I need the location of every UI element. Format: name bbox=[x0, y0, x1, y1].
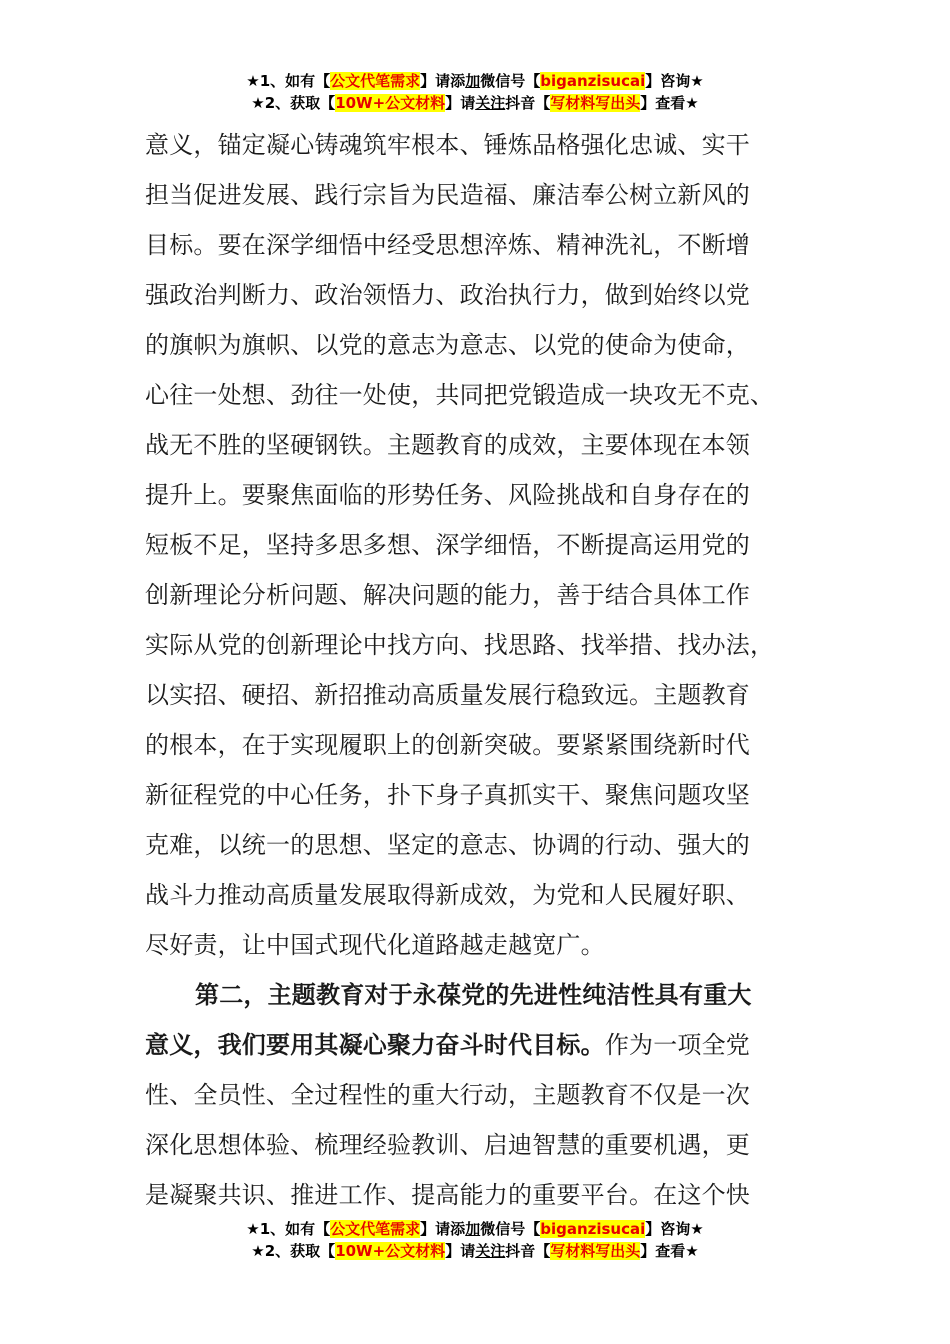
body-line: 提升上。要聚焦面临的形势任务、风险挑战和自身存在的 bbox=[145, 481, 750, 509]
body-line: 强政治判断力、政治领悟力、政治执行力，做到始终以党 bbox=[145, 281, 750, 309]
body-line: 心往一处想、劲往一处使，共同把党锻造成一块攻无不克、 bbox=[145, 381, 775, 409]
header-notice-line-1: ★1、如有【公文代笔需求】请添加微信号【biganzisucai】咨询★ bbox=[246, 72, 704, 90]
body-line: 新征程党的中心任务，扑下身子真抓实干、聚焦问题攻坚 bbox=[145, 781, 750, 809]
body-line: 尽好责，让中国式现代化道路越走越宽广。 bbox=[145, 931, 605, 959]
body-line: 战无不胜的坚硬钢铁。主题教育的成效，主要体现在本领 bbox=[145, 431, 750, 459]
body-line: 实际从党的创新理论中找方向、找思路、找举措、找办法， bbox=[145, 631, 775, 659]
document-body bbox=[145, 120, 810, 1220]
header-notice bbox=[0, 70, 950, 114]
body-line: 的旗帜为旗帜、以党的意志为意志、以党的使命为使命， bbox=[145, 331, 750, 359]
body-line: 担当促进发展、践行宗旨为民造福、廉洁奉公树立新风的 bbox=[145, 181, 750, 209]
body-line: 是凝聚共识、推进工作、提高能力的重要平台。在这个快 bbox=[145, 1181, 750, 1209]
footer-notice bbox=[0, 1218, 950, 1262]
footer-notice-line-2: ★2、获取【10W+公文材料】请关注抖音【写材料写出头】查看★ bbox=[251, 1242, 699, 1260]
body-line: 短板不足，坚持多思多想、深学细悟，不断提高运用党的 bbox=[145, 531, 750, 559]
body-line: 克难，以统一的思想、坚定的意志、协调的行动、强大的 bbox=[145, 831, 750, 859]
footer-notice-line-1: ★1、如有【公文代笔需求】请添加微信号【biganzisucai】咨询★ bbox=[246, 1220, 704, 1238]
body-line: 深化思想体验、梳理经验教训、启迪智慧的重要机遇，更 bbox=[145, 1131, 750, 1159]
body-line: 创新理论分析问题、解决问题的能力，善于结合具体工作 bbox=[145, 581, 750, 609]
body-line: 以实招、硬招、新招推动高质量发展行稳致远。主题教育 bbox=[145, 681, 750, 709]
body-line: 战斗力推动高质量发展取得新成效，为党和人民履好职、 bbox=[145, 881, 750, 909]
body-line: 的根本，在于实现履职上的创新突破。要紧紧围绕新时代 bbox=[145, 731, 750, 759]
body-line: 目标。要在深学细悟中经受思想淬炼、精神洗礼，不断增 bbox=[145, 231, 750, 259]
section-heading-continued: 意义，我们要用其凝心聚力奋斗时代目标。作为一项全党 bbox=[145, 1031, 751, 1059]
section-heading: 第二，主题教育对于永葆党的先进性纯洁性具有重大 bbox=[195, 981, 752, 1009]
body-line: 性、全员性、全过程性的重大行动，主题教育不仅是一次 bbox=[145, 1081, 750, 1109]
header-notice-line-2: ★2、获取【10W+公文材料】请关注抖音【写材料写出头】查看★ bbox=[251, 94, 699, 112]
body-line: 意义，锚定凝心铸魂筑牢根本、锤炼品格强化忠诚、实干 bbox=[145, 131, 750, 159]
